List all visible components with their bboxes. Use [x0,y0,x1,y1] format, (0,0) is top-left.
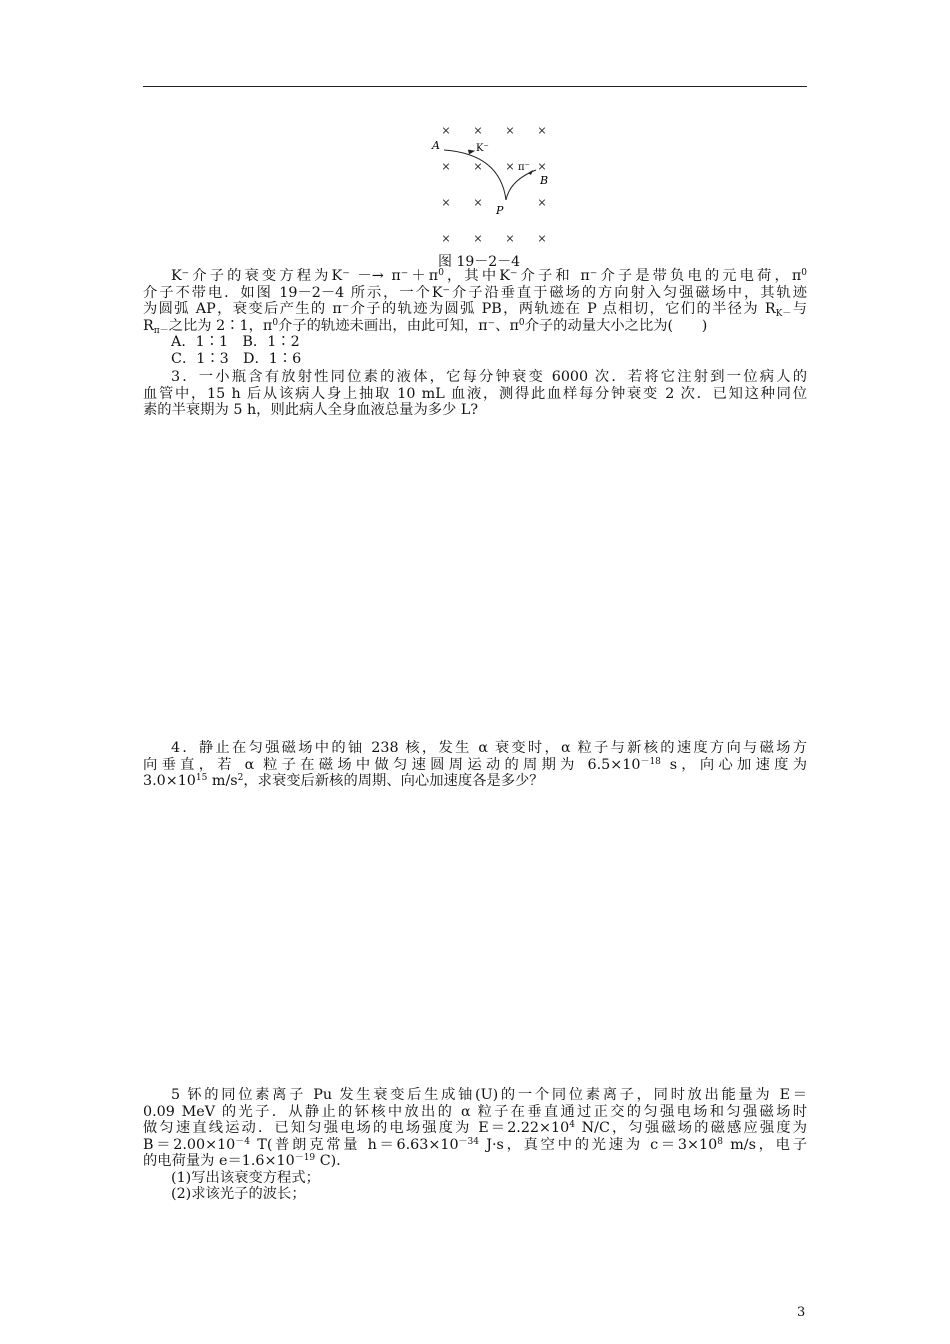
q5-subquestion-2: (2)求该光子的波长； [171,1186,306,1202]
arc-PB [506,170,536,200]
label-K: K⁻ [476,143,489,154]
q3-line-3: 素的半衰期为 5 h，则此病人全身血液总量为多少 L? [143,402,479,418]
q5-subquestion-1: (1)写出该衰变方程式； [171,1169,320,1186]
q2-line-2: 介子不带电．如图 19－2－4 所示，一个K⁻介子沿垂直于磁场的方向射入匀强磁场中，其轨迹 [143,284,807,301]
label-B: B [540,174,549,187]
svg-text:×: × [537,160,547,173]
q2-options-cd: C．1∶3 D．1∶6 [171,350,302,367]
svg-text:×: × [441,232,451,245]
q2-line-1: K⁻介子的衰变方程为$K^- -\to \pi^-+\pi^0$，其中K⁻介子和 π⁻介子是带负电的元电荷，$\pi^0$ [171,268,807,284]
svg-text:×: × [441,124,451,137]
q5-line-5: 的电荷量为 $e=1.6\times 10^{-19}$ C)． [143,1153,351,1169]
arrow-K [468,150,474,154]
q5-line-3: 做匀速直线运动．已知匀强电场的电场强度为 $E=2.22\times 10^4$ N/C，匀强磁场的磁感应强度为 [143,1120,807,1136]
svg-text:×: × [505,232,515,245]
svg-text:×: × [441,196,451,209]
label-A: A [432,139,440,152]
q4-line-3: $3.0\times 10^{15}$ $m/s^2$，求衰变后新核的周期、向心加速度各是多少？ [143,773,544,789]
field-cross-markers [441,124,549,245]
q2-line-3: 为圆弧 AP，衰变后产生的 π⁻介子的轨迹为圆弧 PB，两轨迹在 P 点相切，它们的半径为 $R_{K-}$与 [143,301,807,319]
figure-caption: 图 19－2－4 [438,254,521,270]
svg-text:×: × [473,196,483,209]
label-pi: π⁻ [518,162,530,173]
svg-text:×: × [473,232,483,245]
q4-line-1: 4．静止在匀强磁场中的铀 238 核，发生 α 衰变时，α 粒子与新核的速度方向与磁场方 [171,740,807,756]
svg-text:×: × [473,160,483,173]
q5-line-2: 0.09 MeV 的光子．从静止的钚核中放出的 α 粒子在垂直通过正交的匀强电场和匀强磁场时 [143,1103,807,1120]
svg-text:×: × [537,196,547,209]
arc-AP [444,150,506,200]
q5-line-4: $B=2.00\times 10^{-4}$ T(普朗克常量 $h=6.63\times 10^{-34}$ J·s，真空中的光速为 $c=3\times 10^8$ m/s，电子 [143,1136,807,1153]
question-5 [143,1087,807,1203]
question-3 [143,369,807,419]
q4-line-2: 向垂直，若 α 粒子在磁场中做匀速圆周运动的周期为 $6.5\times 10^{-18}$ s，向心加速度为 [143,756,807,773]
header-rule [143,86,807,87]
svg-text:×: × [505,124,515,137]
question-4 [143,740,807,790]
label-P: P [496,204,504,217]
svg-text:×: × [537,124,547,137]
q5-line-1: 5 钚的同位素离子 Pu 发生衰变后生成铀(U)的一个同位素离子，同时放出能量为 E＝ [171,1087,807,1103]
q3-line-1: 3．一小瓶含有放射性同位素的液体，它每分钟衰变 6000 次．若将它注射到一位病人的 [171,369,807,385]
question-2 [143,268,807,367]
svg-text:×: × [473,124,483,137]
q2-line-4: $R_{\pi-}$之比为 2∶1，$\pi^0$介子的轨迹未画出，由此可知，π⁻、$\pi^0$介子的动量大小之比为( ) [143,317,708,336]
svg-text:×: × [505,160,515,173]
q3-line-2: 血管中，15 h 后从该病人身上抽取 10 mL 血液，测得此血样每分钟衰变 2 次．已知这种同位 [143,385,807,402]
q2-options-ab: A．1∶1 B．1∶2 [171,334,300,350]
svg-text:×: × [441,160,451,173]
magnetic-field-figure [424,118,564,250]
page-number: 3 [797,1305,806,1320]
svg-text:×: × [537,232,547,245]
